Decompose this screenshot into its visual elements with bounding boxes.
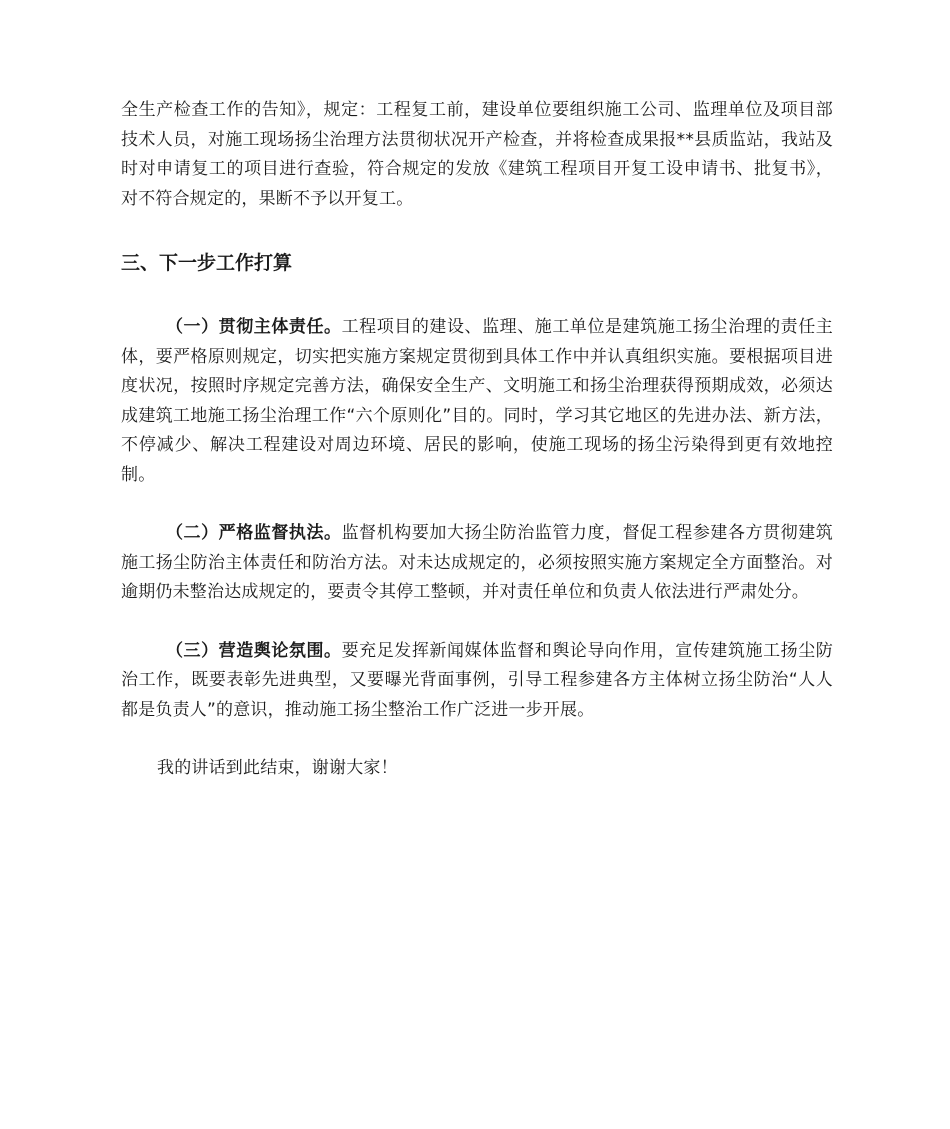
document-body bbox=[121, 96, 833, 784]
item-lead-1: （一）贯彻主体责任。 bbox=[166, 317, 342, 337]
closing-remark: 我的讲话到此结束，谢谢大家！ bbox=[157, 758, 398, 778]
item-body-2: 监督机构要加大扬尘防治监管力度，督促工程参建各方贯彻建筑施工扬尘防治主体责任和防治方法。对未达成规定的，必须按照实施方案规定全方面整治。对逾期仍未整治达成规定的，要责令其停工整顿，并对责任单位和负责人依法进行严肃处分。 bbox=[121, 523, 833, 602]
item-body-3: 要充足发挥新闻媒体监督和舆论导向作用，宣传建筑施工扬尘防治工作，既要表彰先进典型，又要曝光背面事例，引导工程参建各方主体树立扬尘防治“人人都是负责人”的意识，推动施工扬尘整治工作广泛进一步开展。 bbox=[121, 640, 833, 720]
item-paragraph-1 bbox=[121, 313, 833, 490]
item-paragraph-3 bbox=[121, 637, 833, 726]
section-heading: 三、下一步工作打算 bbox=[121, 252, 293, 274]
item-body-1: 工程项目的建设、监理、施工单位是建筑施工扬尘治理的责任主体，要严格原则规定，切实把实施方案规定贯彻到具体工作中并认真组织实施。要根据项目进度状况，按照时序规定完善方法，确保安全生产、文明施工和扬尘治理获得预期成效，必须达成建筑工地施工扬尘治理工作“六个原则化”目的。同时，学习其它地区的先进办法、新方法，不停减少、解决工程建设对周边环境、居民的影响，使施工现场的扬尘污染得到更有效地控制。 bbox=[121, 317, 833, 485]
item-paragraph-2 bbox=[121, 519, 833, 608]
item-lead-2: （二）严格监督执法。 bbox=[166, 523, 342, 543]
intro-paragraph: 全生产检查工作的告知》，规定：工程复工前，建设单位要组织施工公司、监理单位及项目部技术人员，对施工现场扬尘治理方法贯彻状况开产检查，并将检查成果报**县质监站，我站及时对申请复工的项目进行查验，符合规定的发放《建筑工程项目开复工设申请书、批复书》，对不符合规定的，果断不予以开复工。 bbox=[121, 100, 833, 209]
item-lead-3: （三）营造舆论氛围。 bbox=[166, 640, 342, 661]
